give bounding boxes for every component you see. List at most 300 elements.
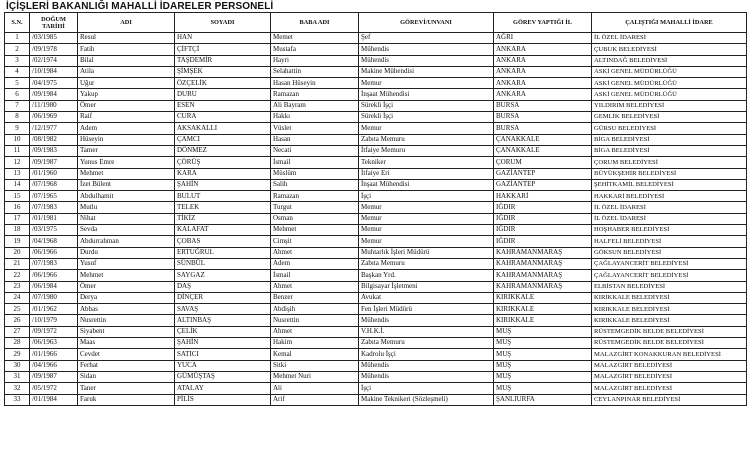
cell-province: ANKARA [494,44,592,55]
cell-father-name: Ahmet [271,326,359,337]
cell-position: Başkan Yrd. [359,270,494,281]
cell-birth-date: /01/1984 [30,394,78,405]
cell-position: İşçi [359,383,494,394]
cell-province: MUŞ [494,338,592,349]
table-row [5,66,747,77]
cell-province: ŞANLIURFA [494,394,592,405]
cell-province: KAHRAMANMARAŞ [494,270,592,281]
cell-surname: HAN [175,33,271,44]
cell-province: IĞDIR [494,225,592,236]
table-row [5,225,747,236]
cell-sn: 30 [5,360,30,371]
cell-institution: ELBİSTAN BELEDİYESİ [592,281,747,292]
cell-sn: 31 [5,371,30,382]
cell-birth-date: /10/1984 [30,66,78,77]
cell-name: Durdu [78,247,175,258]
cell-province: IĞDIR [494,213,592,224]
cell-birth-date: /09/1972 [30,326,78,337]
table-body [5,33,747,406]
cell-surname: ALTINBAŞ [175,315,271,326]
cell-birth-date: /06/1984 [30,281,78,292]
cell-name: Abdulhamit [78,191,175,202]
cell-surname: PİLİS [175,394,271,405]
cell-birth-date: /07/1965 [30,191,78,202]
personnel-table [4,12,747,406]
cell-father-name: Hakkı [271,112,359,123]
cell-sn: 23 [5,281,30,292]
header-position: GÖREVİ/UNVANI [359,13,494,33]
cell-father-name: Ramazan [271,89,359,100]
cell-name: Raif [78,112,175,123]
cell-province: MUŞ [494,383,592,394]
cell-surname: SAVAŞ [175,304,271,315]
cell-province: HAKKARİ [494,191,592,202]
cell-institution: MALAZGİRT BELEDİYESİ [592,371,747,382]
cell-institution: MALAZGİRT BELEDİYESİ [592,360,747,371]
cell-name: Bilal [78,55,175,66]
cell-birth-date: /06/1966 [30,247,78,258]
cell-position: Kadrolu İşçi [359,349,494,360]
cell-position: İnşaat Mühendisi [359,179,494,190]
cell-surname: ÖZÇELİK [175,78,271,89]
cell-name: Taner [78,383,175,394]
cell-position: Zabıta Memuru [359,134,494,145]
cell-position: Makine Mühendisi [359,66,494,77]
cell-birth-date: /09/1984 [30,89,78,100]
cell-father-name: Vüslet [271,123,359,134]
cell-institution: GÜRSU BELEDİYESİ [592,123,747,134]
cell-institution: ÇORUM BELEDİYESİ [592,157,747,168]
cell-birth-date: /09/1983 [30,145,78,156]
cell-name: Hüseyin [78,134,175,145]
cell-sn: 18 [5,225,30,236]
cell-province: GAZİANTEP [494,168,592,179]
cell-father-name: Mehmet [271,225,359,236]
cell-birth-date: /07/1968 [30,179,78,190]
cell-institution: HAKKARİ BELEDİYESİ [592,191,747,202]
cell-institution: ASKİ GENEL MÜDÜRLÜĞÜ [592,89,747,100]
cell-surname: ÇELİK [175,326,271,337]
cell-position: Tekniker [359,157,494,168]
cell-name: Maas [78,338,175,349]
table-row [5,123,747,134]
cell-institution: İL ÖZEL İDARESİ [592,202,747,213]
cell-name: Nusrettin [78,315,175,326]
cell-sn: 5 [5,78,30,89]
cell-name: Fatih [78,44,175,55]
cell-institution: GEMLİK BELEDİYESİ [592,112,747,123]
cell-sn: 29 [5,349,30,360]
table-row [5,179,747,190]
cell-birth-date: /03/1975 [30,225,78,236]
cell-sn: 25 [5,304,30,315]
cell-father-name: Necati [271,145,359,156]
cell-birth-date: /12/1977 [30,123,78,134]
cell-birth-date: /09/1978 [30,44,78,55]
cell-institution: KIRIKKALE BELEDİYESİ [592,292,747,303]
cell-father-name: Turgut [271,202,359,213]
document-title: İÇİŞLERİ BAKANLIĞI MAHALLİ İDARELER PERSONELİ [6,1,274,12]
cell-sn: 26 [5,315,30,326]
cell-sn: 1 [5,33,30,44]
cell-birth-date: /02/1974 [30,55,78,66]
cell-position: Zabıta Memuru [359,258,494,269]
cell-surname: TELEK [175,202,271,213]
cell-sn: 16 [5,202,30,213]
cell-father-name: Kemal [271,349,359,360]
cell-father-name: Selahattin [271,66,359,77]
cell-sn: 28 [5,338,30,349]
cell-birth-date: /07/1980 [30,292,78,303]
cell-surname: TİKİZ [175,213,271,224]
cell-position: Mühendis [359,315,494,326]
cell-institution: CEYLANPINAR BELEDİYESİ [592,394,747,405]
cell-father-name: Cimşit [271,236,359,247]
cell-institution: ÇAĞLAYANCERİT BELEDİYESİ [592,258,747,269]
cell-province: ANKARA [494,89,592,100]
cell-father-name: Adem [271,258,359,269]
cell-sn: 2 [5,44,30,55]
cell-father-name: Ahmet [271,247,359,258]
cell-position: Fen İşleri Müdürü [359,304,494,315]
cell-province: MUŞ [494,349,592,360]
cell-father-name: Ali Bayram [271,100,359,111]
cell-father-name: Salih [271,179,359,190]
cell-surname: CURA [175,112,271,123]
table-header-row [5,13,747,33]
cell-name: Siyabent [78,326,175,337]
cell-name: Abdurrahman [78,236,175,247]
table-row [5,213,747,224]
cell-surname: DAŞ [175,281,271,292]
cell-sn: 11 [5,145,30,156]
cell-institution: BİGA BELEDİYESİ [592,134,747,145]
table-row [5,191,747,202]
cell-surname: SATICI [175,349,271,360]
cell-name: Yakup [78,89,175,100]
cell-father-name: Hayri [271,55,359,66]
cell-institution: ŞEHİTKAMİL BELEDİYESİ [592,179,747,190]
table-row [5,157,747,168]
cell-birth-date: /06/1966 [30,270,78,281]
table-row [5,145,747,156]
cell-name: Ömer [78,100,175,111]
cell-surname: ERTUĞRUL [175,247,271,258]
cell-position: Sürekli İşçi [359,100,494,111]
cell-surname: ŞİMŞEK [175,66,271,77]
cell-name: Ferhat [78,360,175,371]
cell-institution: ASKİ GENEL MÜDÜRLÜĞÜ [592,78,747,89]
cell-birth-date: /08/1982 [30,134,78,145]
cell-father-name: Nusrettin [271,315,359,326]
cell-position: Zabıta Memuru [359,338,494,349]
table-row [5,202,747,213]
table-row [5,338,747,349]
cell-name: Mehmet [78,168,175,179]
cell-surname: DİNÇER [175,292,271,303]
table-row [5,78,747,89]
cell-surname: GÜMÜŞTAŞ [175,371,271,382]
cell-surname: ÇÖRÜŞ [175,157,271,168]
cell-province: ÇORUM [494,157,592,168]
cell-father-name: Ali [271,383,359,394]
cell-surname: SAYGAZ [175,270,271,281]
table-row [5,360,747,371]
header-father-name: BABA ADI [271,13,359,33]
cell-sn: 32 [5,383,30,394]
cell-province: KIRIKKALE [494,304,592,315]
cell-position: Avukat [359,292,494,303]
cell-birth-date: /03/1985 [30,33,78,44]
table-row [5,100,747,111]
cell-name: Uğur [78,78,175,89]
cell-surname: TAŞDEMİR [175,55,271,66]
cell-name: Mehmet [78,270,175,281]
cell-father-name: Benzer [271,292,359,303]
cell-province: IĞDIR [494,236,592,247]
cell-surname: ÇAMCI [175,134,271,145]
table-row [5,33,747,44]
cell-institution: ALTINDAĞ BELEDİYESİ [592,55,747,66]
table-row [5,258,747,269]
cell-position: Memur [359,213,494,224]
cell-institution: HOŞHABER BELEDİYESİ [592,225,747,236]
cell-province: BURSA [494,112,592,123]
cell-name: Cevdet [78,349,175,360]
cell-father-name: Memet [271,33,359,44]
cell-birth-date: /04/1966 [30,360,78,371]
cell-father-name: Ahmet [271,281,359,292]
cell-province: MUŞ [494,360,592,371]
cell-province: MUŞ [494,371,592,382]
cell-surname: KARA [175,168,271,179]
cell-province: KIRIKKALE [494,315,592,326]
cell-father-name: Arif [271,394,359,405]
cell-name: Yunus Emre [78,157,175,168]
cell-father-name: Hakim [271,338,359,349]
table-row [5,304,747,315]
cell-father-name: Osman [271,213,359,224]
cell-institution: KIRIKKALE BELEDİYESİ [592,315,747,326]
table-row [5,89,747,100]
cell-surname: YUCA [175,360,271,371]
cell-sn: 9 [5,123,30,134]
cell-name: Sevda [78,225,175,236]
cell-province: ANKARA [494,66,592,77]
cell-surname: DURU [175,89,271,100]
cell-position: Şef [359,33,494,44]
cell-institution: BÜYÜKŞEHİR BELEDİYESİ [592,168,747,179]
cell-birth-date: /01/1962 [30,304,78,315]
cell-institution: MALAZGİRT KONAKKURAN BELEDİYESİ [592,349,747,360]
cell-institution: ÇUBUK BELEDİYESİ [592,44,747,55]
cell-position: Mühendis [359,44,494,55]
cell-birth-date: /06/1969 [30,112,78,123]
cell-sn: 17 [5,213,30,224]
cell-birth-date: /04/1968 [30,236,78,247]
cell-position: Memur [359,78,494,89]
cell-province: IĞDIR [494,202,592,213]
cell-name: Tamer [78,145,175,156]
cell-province: ANKARA [494,78,592,89]
cell-position: Sürekli İşçi [359,112,494,123]
cell-province: GAZİANTEP [494,179,592,190]
cell-institution: ASKİ GENEL MÜDÜRLÜĞÜ [592,66,747,77]
table-row [5,349,747,360]
cell-name: İzet Bülent [78,179,175,190]
cell-name: Faruk [78,394,175,405]
header-institution: ÇALIŞTIĞI MAHALLİ İDARE [592,13,747,33]
cell-position: Makine Teknikeri (Sözleşmeli) [359,394,494,405]
cell-birth-date: /01/1960 [30,168,78,179]
header-name: ADI [78,13,175,33]
cell-province: KAHRAMANMARAŞ [494,281,592,292]
cell-father-name: Müslüm [271,168,359,179]
cell-sn: 3 [5,55,30,66]
cell-institution: YILDIRIM BELEDİYESİ [592,100,747,111]
cell-position: Mühendis [359,55,494,66]
cell-father-name: İsmail [271,157,359,168]
cell-province: ÇANAKKALE [494,134,592,145]
cell-province: BURSA [494,100,592,111]
cell-birth-date: /04/1975 [30,78,78,89]
cell-birth-date: /01/1981 [30,213,78,224]
cell-position: İtfaiye Memuru [359,145,494,156]
cell-name: Ömer [78,281,175,292]
cell-birth-date: /11/1980 [30,100,78,111]
cell-sn: 33 [5,394,30,405]
cell-name: Abbas [78,304,175,315]
cell-birth-date: /10/1979 [30,315,78,326]
cell-province: KAHRAMANMARAŞ [494,258,592,269]
cell-sn: 4 [5,66,30,77]
cell-father-name: Mustafa [271,44,359,55]
cell-province: MUŞ [494,326,592,337]
cell-name: Atila [78,66,175,77]
cell-father-name: Hasan Hüseyin [271,78,359,89]
cell-institution: BİGA BELEDİYESİ [592,145,747,156]
cell-birth-date: /01/1966 [30,349,78,360]
table-row [5,236,747,247]
cell-father-name: Sitki [271,360,359,371]
cell-sn: 24 [5,292,30,303]
cell-sn: 12 [5,157,30,168]
cell-sn: 10 [5,134,30,145]
cell-birth-date: /05/1972 [30,383,78,394]
cell-sn: 20 [5,247,30,258]
cell-birth-date: /09/1987 [30,371,78,382]
table-row [5,326,747,337]
cell-position: İşçi [359,191,494,202]
cell-father-name: Mehmet Nuri [271,371,359,382]
cell-sn: 22 [5,270,30,281]
table-row [5,44,747,55]
cell-sn: 6 [5,89,30,100]
cell-institution: RÜSTEMGEDİK BELDE BELEDİYESİ [592,338,747,349]
cell-sn: 14 [5,179,30,190]
header-sn: S.N. [5,13,30,33]
cell-surname: ÇOBAS [175,236,271,247]
cell-position: Mühendis [359,371,494,382]
cell-father-name: Hasan [271,134,359,145]
cell-province: AĞRI [494,33,592,44]
cell-position: Bilgisayar İşletmeni [359,281,494,292]
cell-province: KIRIKKALE [494,292,592,303]
cell-institution: İL ÖZEL İDARESİ [592,33,747,44]
cell-province: BURSA [494,123,592,134]
table-row [5,292,747,303]
cell-institution: İL ÖZEL İDARESİ [592,213,747,224]
table-row [5,394,747,405]
cell-surname: ŞAHİN [175,338,271,349]
cell-father-name: Ramazan [271,191,359,202]
cell-surname: BULUT [175,191,271,202]
table-row [5,281,747,292]
cell-position: Memur [359,225,494,236]
cell-name: Yusuf [78,258,175,269]
cell-name: Derya [78,292,175,303]
cell-surname: SÜNBÜL [175,258,271,269]
header-birth-date: DOĞUM TARİHİ [30,13,78,33]
cell-birth-date: /07/1983 [30,258,78,269]
cell-position: İtfaiye Eri [359,168,494,179]
table-row [5,55,747,66]
cell-birth-date: /09/1987 [30,157,78,168]
cell-name: Mutlu [78,202,175,213]
cell-name: Nihat [78,213,175,224]
cell-sn: 13 [5,168,30,179]
cell-position: V.H.K.İ. [359,326,494,337]
table-row [5,270,747,281]
table-row [5,112,747,123]
cell-surname: ÇİFTÇİ [175,44,271,55]
cell-position: Mühendis [359,360,494,371]
table-row [5,371,747,382]
cell-province: ANKARA [494,55,592,66]
header-province: GÖREV YAPTIĞI İL [494,13,592,33]
cell-sn: 21 [5,258,30,269]
cell-surname: AKSAKALLI [175,123,271,134]
cell-name: Sidan [78,371,175,382]
cell-institution: ÇAĞLAYANCERİT BELEDİYESİ [592,270,747,281]
table-row [5,134,747,145]
cell-province: ÇANAKKALE [494,145,592,156]
cell-position: İnşaat Mühendisi [359,89,494,100]
cell-surname: DÖNMEZ [175,145,271,156]
cell-sn: 19 [5,236,30,247]
cell-birth-date: /07/1983 [30,202,78,213]
cell-name: Resul [78,33,175,44]
cell-institution: GÖKSUN BELEDİYESİ [592,247,747,258]
cell-surname: ŞAHİN [175,179,271,190]
cell-surname: ATALAY [175,383,271,394]
cell-sn: 15 [5,191,30,202]
cell-surname: KALAFAT [175,225,271,236]
cell-position: Memur [359,202,494,213]
cell-position: Memur [359,123,494,134]
cell-province: KAHRAMANMARAŞ [494,247,592,258]
cell-sn: 27 [5,326,30,337]
table-row [5,247,747,258]
cell-institution: HALFELİ BELEDİYESİ [592,236,747,247]
cell-sn: 7 [5,100,30,111]
table-row [5,383,747,394]
cell-position: Memur [359,236,494,247]
cell-birth-date: /06/1963 [30,338,78,349]
cell-sn: 8 [5,112,30,123]
cell-institution: RÜSTEMGEDİK BELDE BELEDİYESİ [592,326,747,337]
cell-institution: MALAZGİRT BELEDİYESİ [592,383,747,394]
